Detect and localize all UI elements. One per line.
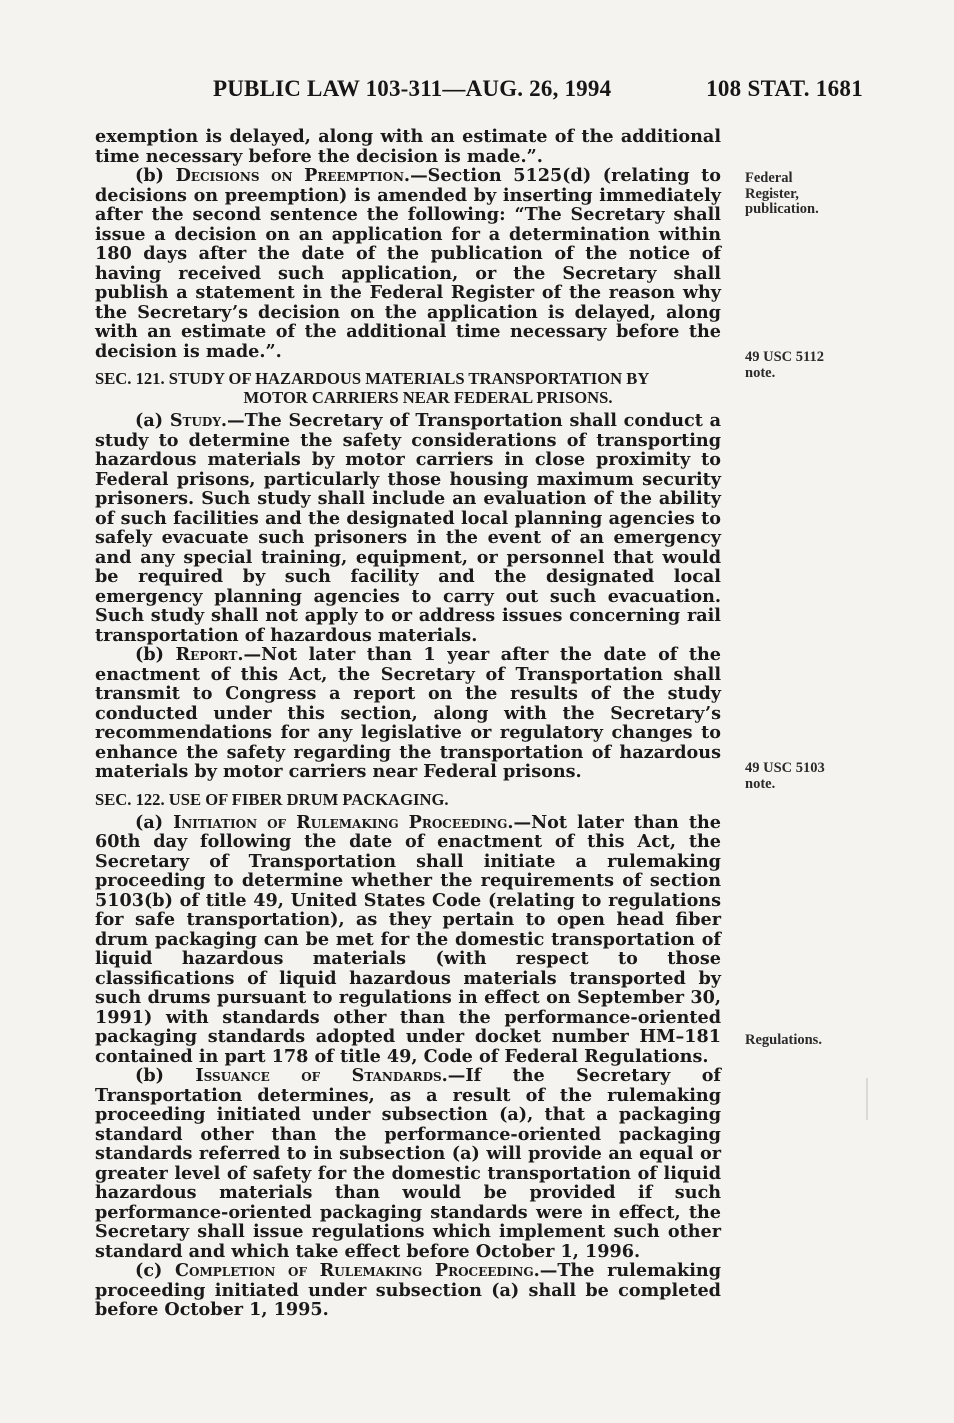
subsection-text: —The rulemaking proceeding initiated under subsection (a) shall be completed before October 1, 1995. (95, 1260, 721, 1320)
margin-note-line: note. (745, 364, 776, 381)
margin-note-line: 49 USC 5103 (745, 760, 825, 776)
paragraph-continuation: exemption is delayed, along with an estimate of the additional time necessary before the decision is made.”. (95, 126, 721, 167)
subsection-label: (a) (135, 410, 170, 431)
margin-note-regulations: Regulations. (745, 1032, 822, 1048)
subsection-label: (c) (135, 1260, 176, 1281)
subsection-label: (a) (135, 811, 174, 833)
subsection-label: (b) (135, 644, 176, 665)
margin-note-line: Register, (745, 185, 799, 202)
margin-note-49-usc-5112 (745, 350, 875, 381)
running-head-stat: 108 STAT. 1681 (706, 76, 863, 101)
section-122-subsection-a (95, 813, 721, 1067)
margin-note-federal-register (745, 171, 875, 218)
section-122-subsection-b (95, 1066, 721, 1261)
page-header (95, 76, 865, 110)
section-121-subsection-a (95, 411, 721, 645)
subsection-text: —Section 5125(d) (relating to decisions on preemption) is amended by inserting immediately after the second sentence the following: “The Secretary shall issue a decision on an application for a determination within 180 days after the date of the publication of the notice of having received such application, or the Secretary shall publish a statement in the Federal Register of the reason why the Secretary’s decision on the application is delayed, along with an estimate of the additional time necessary before the decision is made.”. (95, 165, 722, 362)
subsection-heading: Issuance of Standards. (195, 1065, 448, 1086)
subsection-heading: Decisions on Preemption. (175, 165, 411, 186)
section-122-heading: SEC. 122. USE OF FIBER DRUM PACKAGING. (95, 789, 449, 809)
section-122-subsection-c (95, 1261, 721, 1320)
subsection-heading: Initiation of Rulemaking Proceeding. (173, 811, 514, 833)
section-121-heading-line1: SEC. 121. STUDY OF HAZARDOUS MATERIALS TRANSPORTATION BY (95, 369, 650, 388)
subsection-text: —Not later than 1 year after the date of the enactment of this Act, the Secretary of Transportation shall transmit to Congress a report on the results of the study conducted under this section, along with the Secretary’s recommendations for any legislative or regulatory changes to enhance the safety regarding the transportation of hazardous materials by motor carriers near Federal prisons. (95, 644, 722, 782)
subsection-heading: Report. (175, 644, 244, 665)
document-body (95, 127, 721, 1320)
margin-note-49-usc-5103 (745, 761, 875, 792)
subsection-label: (b) (135, 1065, 196, 1086)
section-121-subsection-b (95, 645, 721, 782)
subsection-b-decisions (95, 166, 721, 361)
bleed-through-mark (866, 1078, 868, 1120)
running-head-law: PUBLIC LAW 103-311—AUG. 26, 1994 (213, 76, 612, 101)
section-121-heading (95, 369, 721, 407)
margin-note-line: 49 USC 5112 (745, 349, 824, 365)
margin-note-line: Federal (745, 170, 793, 186)
subsection-label: (b) (135, 165, 176, 186)
subsection-heading: Completion of Rulemaking Proceeding. (175, 1260, 540, 1281)
subsection-text: —If the Secretary of Transportation determines, as a result of the rulemaking proceeding initiated under subsection (a), that a packaging standard other than the performance-oriented packaging standards referred to in subsection (a) will provide an equal or greater level of safety for the domestic transportation of liquid hazardous materials than would be provided if such performance-oriented packaging standards were in effect, the Secretary shall issue regulations which implement such other standard and which take effect before October 1, 1996. (95, 1065, 722, 1262)
section-121-heading-line2: MOTOR CARRIERS NEAR FEDERAL PRISONS. (243, 388, 613, 407)
margin-note-line: publication. (745, 201, 819, 217)
subsection-text: —The Secretary of Transportation shall conduct a study to determine the safety considerations of transporting hazardous materials by motor carriers in close proximity to Federal prisons, particularly those housing maximum security prisoners. Such study shall include an evaluation of the ability of such facilities and the designated local planning agencies to safely evacuate such prisoners in the event of an emergency and any special training, equipment, or personnel that would be required by such facility and the designated local emergency planning agencies to carry out such evacuation. Such study shall not apply to or address issues concerning rail transportation of hazardous materials. (95, 410, 721, 646)
subsection-text: —Not later than the 60th day following the date of enactment of this Act, the Secretary of Transportation shall initiate a rulemaking proceeding to determine whether the requirements of section 5103(b) of title 49, United States Code (relating to regulations for safe transportation), as they pertain to open head fiber drum packaging can be met for the domestic transportation of liquid hazardous materials (with respect to those classifications of liquid hazardous materials transported by such drums pursuant to regulations in effect on September 30, 1991) with standards other than the performance-oriented packaging standards adopted under docket number HM–181 contained in part 178 of title 49, Code of Federal Regulations. (95, 811, 721, 1067)
margin-note-line: note. (745, 775, 776, 792)
subsection-heading: Study. (169, 410, 228, 431)
